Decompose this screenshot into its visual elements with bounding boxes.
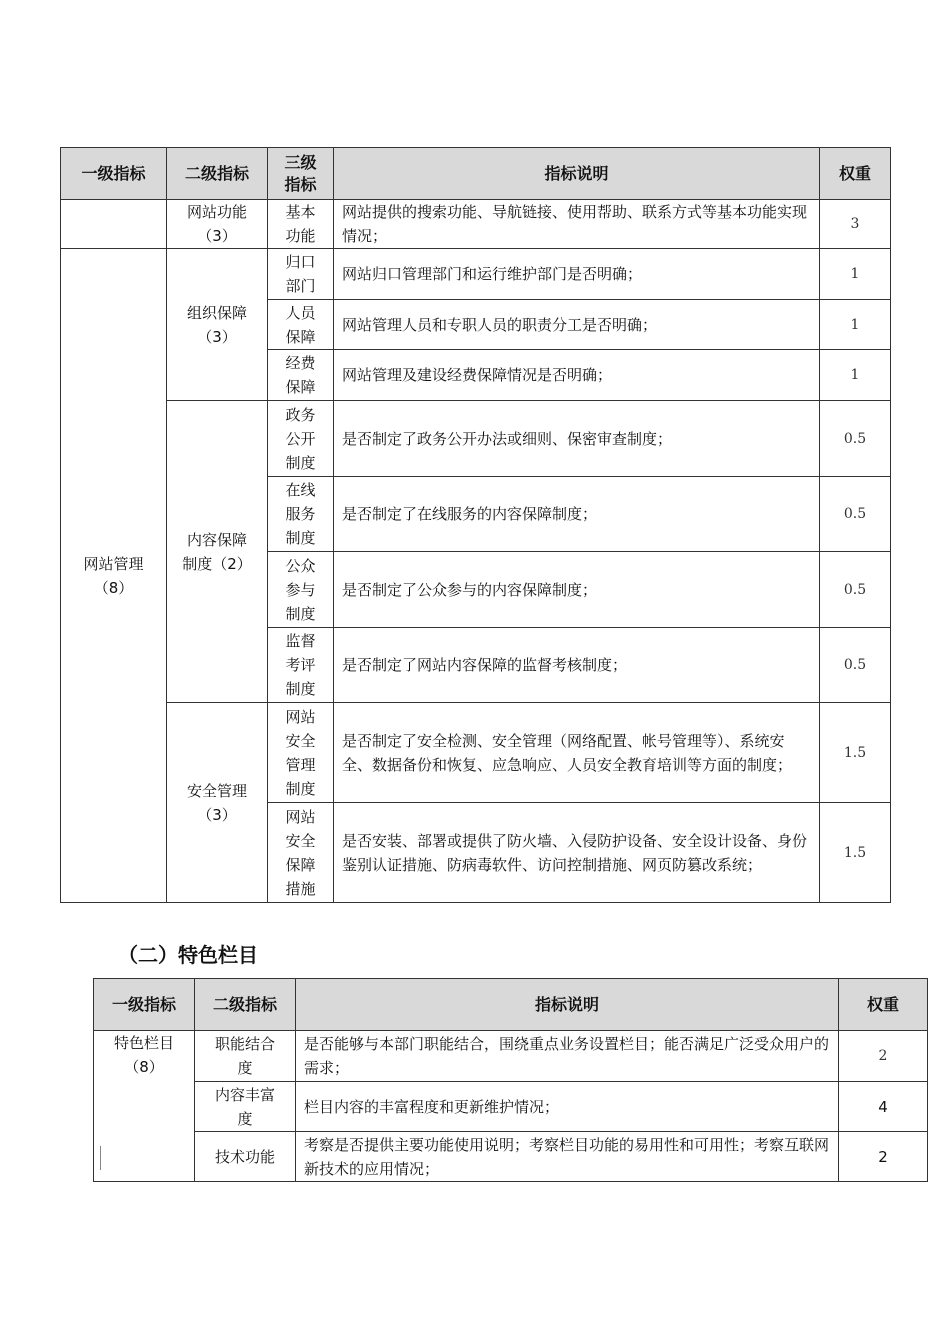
- description-cell: 是否制定了安全检测、安全管理（网络配置、帐号管理等）、系统安全、数据备份和恢复、应急响应、人员安全教育培训等方面的制度；: [334, 703, 820, 803]
- section-title: （二）特色栏目: [118, 943, 258, 967]
- weight-cell: 1: [820, 249, 891, 300]
- table-header-row: [61, 148, 891, 200]
- description-cell: 栏目内容的丰富程度和更新维护情况；: [296, 1082, 839, 1132]
- level2-cell: 技术功能: [195, 1132, 296, 1182]
- level2-cell: 网站功能 （3）: [167, 200, 268, 249]
- table-row: [94, 1031, 928, 1082]
- level3-cell: 网站 安全 保障 措施: [268, 803, 334, 903]
- level3-cell: 政务 公开 制度: [268, 401, 334, 477]
- header-weight: 权重: [820, 148, 891, 200]
- weight-cell: 1.5: [820, 703, 891, 803]
- weight-cell: 0.5: [820, 401, 891, 477]
- level3-cell: 公众 参与 制度: [268, 552, 334, 628]
- description-cell: 是否能够与本部门职能结合，围绕重点业务设置栏目；能否满足广泛受众用户的需求；: [296, 1031, 839, 1082]
- level3-cell: 监督 考评 制度: [268, 628, 334, 703]
- level1-cell: 特色栏目 （8）: [94, 1031, 195, 1182]
- level2-cell: 内容丰富 度: [195, 1082, 296, 1132]
- level3-cell: 人员 保障: [268, 300, 334, 350]
- level3-cell: 在线 服务 制度: [268, 477, 334, 552]
- header-level1: 一级指标: [94, 979, 195, 1031]
- table-row: [61, 703, 891, 803]
- website-management-table: [60, 147, 891, 903]
- weight-cell: 4: [839, 1082, 928, 1132]
- table-row: [61, 401, 891, 477]
- weight-cell: 0.5: [820, 552, 891, 628]
- level2-cell: 内容保障 制度（2）: [167, 401, 268, 703]
- level2-cell: 职能结合 度: [195, 1031, 296, 1082]
- weight-cell: 2: [839, 1132, 928, 1182]
- table-row: [94, 1082, 928, 1132]
- weight-cell: 1.5: [820, 803, 891, 903]
- description-cell: 考察是否提供主要功能使用说明；考察栏目功能的易用性和可用性；考察互联网新技术的应用情况；: [296, 1132, 839, 1182]
- description-cell: 是否安装、部署或提供了防火墙、入侵防护设备、安全设计设备、身份鉴别认证措施、防病毒软件、访问控制措施、网页防篡改系统；: [334, 803, 820, 903]
- weight-cell: 0.5: [820, 628, 891, 703]
- weight-cell: 0.5: [820, 477, 891, 552]
- header-description: 指标说明: [334, 148, 820, 200]
- table-row: [61, 200, 891, 249]
- description-cell: 是否制定了政务公开办法或细则、保密审查制度；: [334, 401, 820, 477]
- table-row: [94, 1132, 928, 1182]
- weight-cell: 2: [839, 1031, 928, 1082]
- level3-cell: 基本 功能: [268, 200, 334, 249]
- header-level2: 二级指标: [195, 979, 296, 1031]
- level3-cell: 经费 保障: [268, 350, 334, 401]
- table-header-row: [94, 979, 928, 1031]
- header-description: 指标说明: [296, 979, 839, 1031]
- cursor-mark: [100, 1146, 101, 1170]
- level1-cell: 网站管理 （8）: [61, 249, 167, 903]
- table-row: [61, 249, 891, 300]
- weight-cell: 1: [820, 300, 891, 350]
- weight-cell: 1: [820, 350, 891, 401]
- description-cell: 网站管理及建设经费保障情况是否明确；: [334, 350, 820, 401]
- description-cell: 是否制定了网站内容保障的监督考核制度；: [334, 628, 820, 703]
- featured-columns-table: [93, 978, 928, 1182]
- description-cell: 是否制定了在线服务的内容保障制度；: [334, 477, 820, 552]
- description-cell: 网站提供的搜索功能、导航链接、使用帮助、联系方式等基本功能实现情况；: [334, 200, 820, 249]
- description-cell: 网站归口管理部门和运行维护部门是否明确；: [334, 249, 820, 300]
- header-weight: 权重: [839, 979, 928, 1031]
- level3-cell: 归口 部门: [268, 249, 334, 300]
- header-level3: 三级 指标: [268, 148, 334, 200]
- level3-cell: 网站 安全 管理 制度: [268, 703, 334, 803]
- empty-cell: [61, 200, 167, 249]
- level2-cell: 安全管理 （3）: [167, 703, 268, 903]
- level2-cell: 组织保障 （3）: [167, 249, 268, 401]
- description-cell: 网站管理人员和专职人员的职责分工是否明确；: [334, 300, 820, 350]
- header-level1: 一级指标: [61, 148, 167, 200]
- description-cell: 是否制定了公众参与的内容保障制度；: [334, 552, 820, 628]
- weight-cell: 3: [820, 200, 891, 249]
- header-level2: 二级指标: [167, 148, 268, 200]
